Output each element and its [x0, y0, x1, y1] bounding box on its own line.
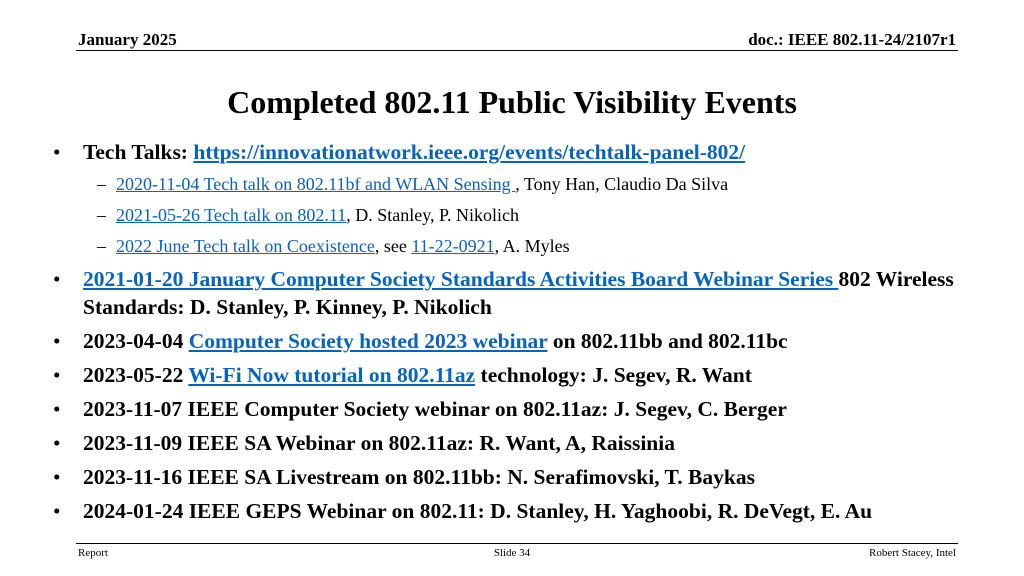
header-doc-number: doc.: IEEE 802.11-24/2107r1	[748, 30, 956, 49]
tech-talk-3-link[interactable]: 2022 June Tech talk on Coexistence	[116, 236, 375, 256]
footer-rule	[76, 543, 958, 544]
bullet-dot: •	[53, 140, 61, 164]
bullet-2023-05-22	[50, 361, 970, 389]
bullet-text: 802 Wireless Standards: D. Stanley, P. Kinney, P. Nikolich	[83, 267, 954, 319]
cs-sab-webinar-link[interactable]: 2021-01-20 January Computer Society Standards Activities Board Webinar Series	[83, 267, 839, 291]
bullet-text: 2023-05-22	[83, 363, 189, 387]
cs-2023-webinar-link[interactable]: Computer Society hosted 2023 webinar	[188, 329, 548, 353]
bullet-dot: •	[53, 329, 61, 353]
bullet-text: Tech Talks:	[83, 140, 194, 164]
bullet-2023-11-09	[50, 429, 970, 457]
bullet-text: 2024-01-24 IEEE GEPS Webinar on 802.11: D. Stanley, H. Yaghoobi, R. DeVegt, E. Au	[83, 499, 873, 523]
bullet-cs-sab-webinar	[50, 265, 970, 321]
bullet-text: 2023-11-07 IEEE Computer Society webinar on 802.11az: J. Segev, C. Berger	[83, 397, 787, 421]
slide-content	[50, 138, 970, 531]
bullet-2023-11-07	[50, 395, 970, 423]
footer-left: Report	[78, 547, 108, 559]
bullet-text: technology: J. Segev, R. Want	[475, 363, 752, 387]
sub-bullet-text: , A. Myles	[494, 236, 570, 256]
bullet-dot: •	[53, 431, 61, 455]
footer-author: Robert Stacey, Intel	[869, 547, 956, 559]
bullet-dot: •	[53, 363, 61, 387]
bullet-text: 2023-11-09 IEEE SA Webinar on 802.11az: R. Want, A, Raissinia	[83, 431, 675, 455]
document-11-22-0921-link[interactable]: 11-22-0921	[411, 236, 495, 256]
wifi-now-tutorial-link[interactable]: Wi-Fi Now tutorial on 802.11az	[188, 363, 476, 387]
sub-bullet-dash: –	[97, 205, 106, 225]
sub-bullet-text: , see	[374, 236, 412, 256]
bullet-2023-11-16	[50, 463, 970, 491]
sub-bullet-text: , Tony Han, Claudio Da Silva	[515, 174, 729, 194]
bullet-list	[50, 138, 970, 525]
tech-talk-2-link[interactable]: 2021-05-26 Tech talk on 802.11	[116, 205, 347, 225]
bullet-text: 2023-04-04	[83, 329, 189, 353]
bullet-text: on 802.11bb and 802.11bc	[547, 329, 788, 353]
header-date: January 2025	[78, 30, 177, 49]
bullet-text: 2023-11-16 IEEE SA Livestream on 802.11bb: N. Serafimovski, T. Baykas	[83, 465, 755, 489]
header-rule	[76, 50, 958, 51]
slide-title: Completed 802.11 Public Visibility Events	[227, 84, 797, 120]
bullet-dot: •	[53, 397, 61, 421]
bullet-dot: •	[53, 465, 61, 489]
sub-bullet-dash: –	[97, 236, 106, 256]
tech-talks-link[interactable]: https://innovationatwork.ieee.org/events/techtalk-panel-802/	[193, 140, 746, 164]
bullet-2024-01-24	[50, 497, 970, 525]
bullet-dot: •	[53, 267, 61, 291]
tech-talk-1-link[interactable]: 2020-11-04 Tech talk on 802.11bf and WLAN Sensing	[116, 174, 516, 194]
sub-bullet-text: , D. Stanley, P. Nikolich	[346, 205, 520, 225]
sub-bullet-tech-talk-1	[50, 172, 970, 196]
sub-bullet-tech-talk-3	[50, 234, 970, 258]
bullet-dot: •	[53, 499, 61, 523]
bullet-tech-talks	[50, 138, 970, 166]
bullet-2023-04-04	[50, 327, 970, 355]
sub-bullet-dash: –	[97, 174, 106, 194]
sub-bullet-tech-talk-2	[50, 203, 970, 227]
slide-number: Slide 34	[493, 547, 531, 559]
